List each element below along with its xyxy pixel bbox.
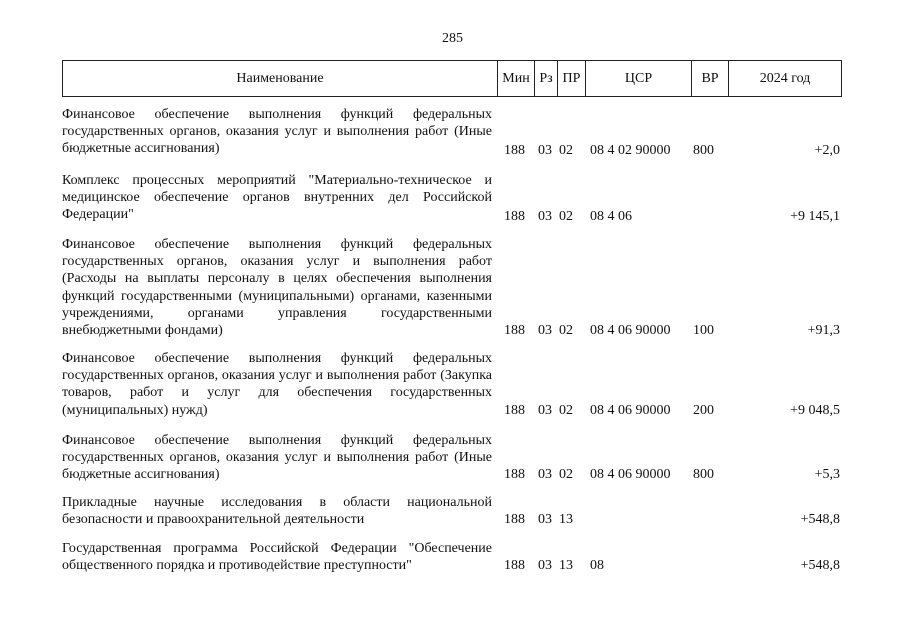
row-amount: +9 048,5 xyxy=(790,403,840,418)
row-amount: +2,0 xyxy=(814,143,840,158)
header-min: Мин xyxy=(498,61,535,97)
row-vr: 800 xyxy=(693,143,714,158)
row-csr: 08 xyxy=(590,558,604,573)
row-pr: 02 xyxy=(559,143,573,158)
row-vr: 200 xyxy=(693,403,714,418)
header-year: 2024 год xyxy=(729,61,842,97)
row-name: Финансовое обеспечение выполнения функций федеральных государственных органов, оказания услуг и выполнения работ (Закупка товаров, работ и услуг для обеспечения государственных (муниципальных) нужд) xyxy=(62,351,492,418)
page-number: 285 xyxy=(442,31,463,46)
row-amount: +5,3 xyxy=(814,467,840,482)
row-name: Финансовое обеспечение выполнения функций федеральных государственных органов, оказания услуг и выполнения работ (Иные бюджетные ассигнования) xyxy=(62,433,492,483)
header-name: Наименование xyxy=(63,61,498,97)
row-amount: +548,8 xyxy=(800,512,840,527)
row-name: Финансовое обеспечение выполнения функций федеральных государственных органов, оказания услуг и выполнения работ (Расходы на выплаты персоналу в целях обеспечения выполнения функций государственными (муниципальными) органами, казенными учреждениями, органами управления государственными внебюджетными фондами) xyxy=(62,237,492,339)
header-vr: ВР xyxy=(692,61,729,97)
row-rz: 03 xyxy=(538,209,552,224)
row-pr: 13 xyxy=(559,512,573,527)
row-rz: 03 xyxy=(538,558,552,573)
row-csr: 08 4 06 xyxy=(590,209,632,224)
row-name: Государственная программа Российской Федерации "Обеспечение общественного порядка и противодействие преступности" xyxy=(62,541,492,574)
row-name: Прикладные научные исследования в области национальной безопасности и правоохранительной деятельности xyxy=(62,495,492,528)
header-csr: ЦСР xyxy=(586,61,692,97)
row-min: 188 xyxy=(504,558,525,573)
row-rz: 03 xyxy=(538,512,552,527)
row-amount: +548,8 xyxy=(800,558,840,573)
row-pr: 02 xyxy=(559,323,573,338)
row-csr: 08 4 02 90000 xyxy=(590,143,671,158)
row-vr: 100 xyxy=(693,323,714,338)
header-rz: Рз xyxy=(535,61,558,97)
row-min: 188 xyxy=(504,323,525,338)
row-min: 188 xyxy=(504,143,525,158)
row-pr: 02 xyxy=(559,403,573,418)
row-name: Финансовое обеспечение выполнения функций федеральных государственных органов, оказания услуг и выполнения работ (Иные бюджетные ассигнования) xyxy=(62,107,492,157)
row-rz: 03 xyxy=(538,323,552,338)
row-rz: 03 xyxy=(538,143,552,158)
row-amount: +91,3 xyxy=(807,323,840,338)
row-pr: 02 xyxy=(559,209,573,224)
row-rz: 03 xyxy=(538,467,552,482)
row-pr: 02 xyxy=(559,467,573,482)
row-csr: 08 4 06 90000 xyxy=(590,323,671,338)
table-header xyxy=(62,60,842,97)
row-min: 188 xyxy=(504,512,525,527)
row-csr: 08 4 06 90000 xyxy=(590,467,671,482)
row-name: Комплекс процессных мероприятий "Материально-техническое и медицинское обеспечение органов внутренних дел Российской Федерации" xyxy=(62,173,492,223)
row-min: 188 xyxy=(504,209,525,224)
row-min: 188 xyxy=(504,467,525,482)
row-amount: +9 145,1 xyxy=(790,209,840,224)
row-pr: 13 xyxy=(559,558,573,573)
row-vr: 800 xyxy=(693,467,714,482)
row-csr: 08 4 06 90000 xyxy=(590,403,671,418)
row-min: 188 xyxy=(504,403,525,418)
row-rz: 03 xyxy=(538,403,552,418)
header-pr: ПР xyxy=(558,61,586,97)
